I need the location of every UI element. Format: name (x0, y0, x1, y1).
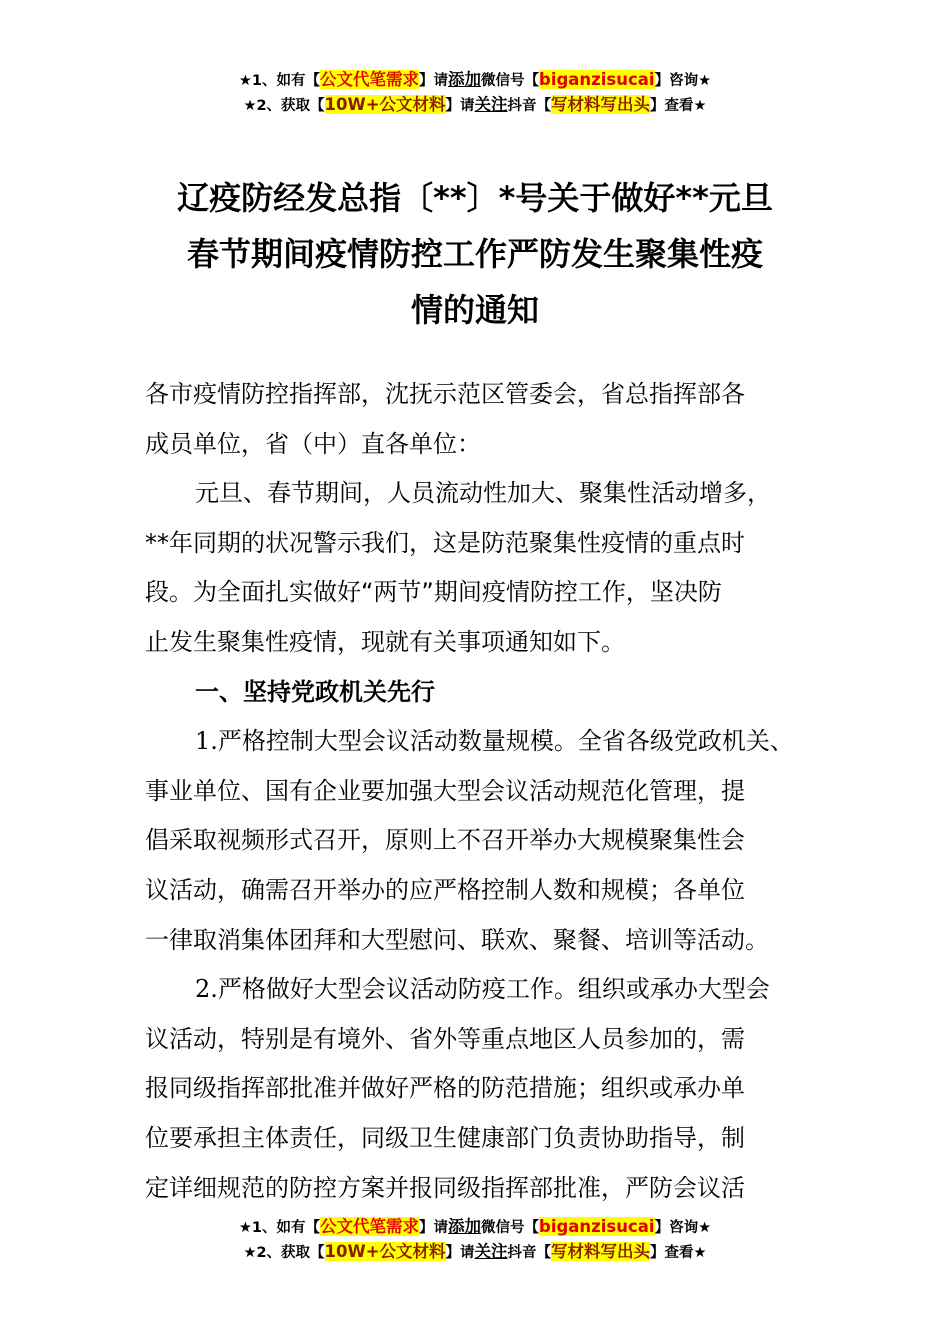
promo-douyin-id: 写材料写出头 (551, 1242, 651, 1261)
item-text: 严格控制大型会议活动数量规模。全省各级党政机关、 (217, 727, 794, 756)
promo-text: ★1、如有【 (238, 73, 321, 89)
promo-highlight: 10W+公文材料 (324, 1242, 446, 1261)
promo-text: 】请 (419, 1220, 449, 1236)
promo-highlight: 公文代笔需求 (320, 1217, 420, 1236)
salutation (145, 370, 835, 469)
body-line: 倡采取视频形式召开，原则上不召开举办大规模聚集性会 (145, 826, 745, 855)
promo-banner-top (0, 68, 950, 118)
title-line: 辽疫防经发总指〔**〕*号关于做好**元旦 (177, 179, 773, 217)
body-line (145, 965, 835, 1015)
promo-text: 】请 (445, 1245, 475, 1261)
promo-text: ★2、获取【 (243, 1245, 325, 1261)
promo-text: 】咨询★ (654, 73, 712, 89)
promo-wechat-id: biganzisucai (539, 70, 655, 89)
promo-wechat-id: biganzisucai (539, 1217, 655, 1236)
body-line: 各市疫情防控指挥部，沈抚示范区管委会，省总指挥部各 (145, 380, 745, 408)
promo-highlight: 公文代笔需求 (320, 70, 420, 89)
section-1-heading: 一、坚持党政机关先行 (195, 677, 435, 706)
body-line: 报同级指挥部批准并做好严格的防范措施；组织或承办单 (145, 1074, 745, 1103)
promo-underlined: 关注 (474, 95, 508, 114)
promo-line-2 (0, 93, 950, 118)
promo-text: 】请 (419, 73, 449, 89)
promo-banner-bottom (0, 1215, 950, 1265)
promo-underlined: 添加 (448, 1217, 482, 1236)
body-line: **年同期的状况警示我们，这是防范聚集性疫情的重点时 (145, 528, 745, 557)
promo-text: 抖音【 (507, 1245, 552, 1261)
title-line: 情的通知 (410, 291, 539, 329)
promo-highlight: 10W+公文材料 (324, 95, 446, 114)
document-body (145, 370, 835, 1213)
promo-douyin-id: 写材料写出头 (551, 95, 651, 114)
promo-text: 】查看★ (650, 1245, 707, 1261)
intro-paragraph (145, 469, 835, 667)
body-line (145, 717, 835, 767)
body-line: 事业单位、国有企业要加强大型会议活动规范化管理，提 (145, 776, 745, 805)
promo-text: 】请 (445, 98, 475, 114)
promo-text: ★1、如有【 (238, 1220, 321, 1236)
item-1-paragraph (145, 717, 835, 965)
promo-text: 微信号【 (481, 1220, 540, 1236)
promo-text: ★2、获取【 (243, 98, 325, 114)
body-line: 议活动，确需召开举办的应严格控制人数和规模；各单位 (145, 875, 745, 904)
body-line: 止发生聚集性疫情，现就有关事项通知如下。 (145, 627, 625, 656)
promo-line-1 (0, 68, 950, 93)
document-title (120, 170, 830, 338)
item-number: 1. (195, 727, 218, 756)
body-line: 定详细规范的防控方案并报同级指挥部批准，严防会议活 (145, 1173, 745, 1202)
body-line: 位要承担主体责任，同级卫生健康部门负责协助指导，制 (145, 1123, 745, 1152)
promo-text: 微信号【 (481, 73, 540, 89)
body-line: 段。为全面扎实做好“两节”期间疫情防控工作，坚决防 (145, 578, 722, 607)
promo-underlined: 关注 (474, 1242, 508, 1261)
promo-line-1 (0, 1215, 950, 1240)
body-line: 成员单位，省（中）直各单位： (145, 429, 481, 458)
item-2-paragraph (145, 965, 835, 1213)
body-line: 议活动，特别是有境外、省外等重点地区人员参加的，需 (145, 1024, 745, 1053)
promo-text: 】咨询★ (654, 1220, 712, 1236)
promo-underlined: 添加 (448, 70, 482, 89)
body-line: 一律取消集体团拜和大型慰问、联欢、聚餐、培训等活动。 (145, 925, 769, 954)
item-number: 2. (195, 975, 218, 1004)
body-line: 元旦、春节期间，人员流动性加大、聚集性活动增多， (195, 479, 771, 508)
promo-text: 】查看★ (650, 98, 707, 114)
promo-line-2 (0, 1240, 950, 1265)
title-line: 春节期间疫情防控工作严防发生聚集性疫 (186, 235, 763, 273)
section-heading (145, 668, 835, 718)
item-text: 严格做好大型会议活动防疫工作。组织或承办大型会 (217, 975, 770, 1004)
promo-text: 抖音【 (507, 98, 552, 114)
